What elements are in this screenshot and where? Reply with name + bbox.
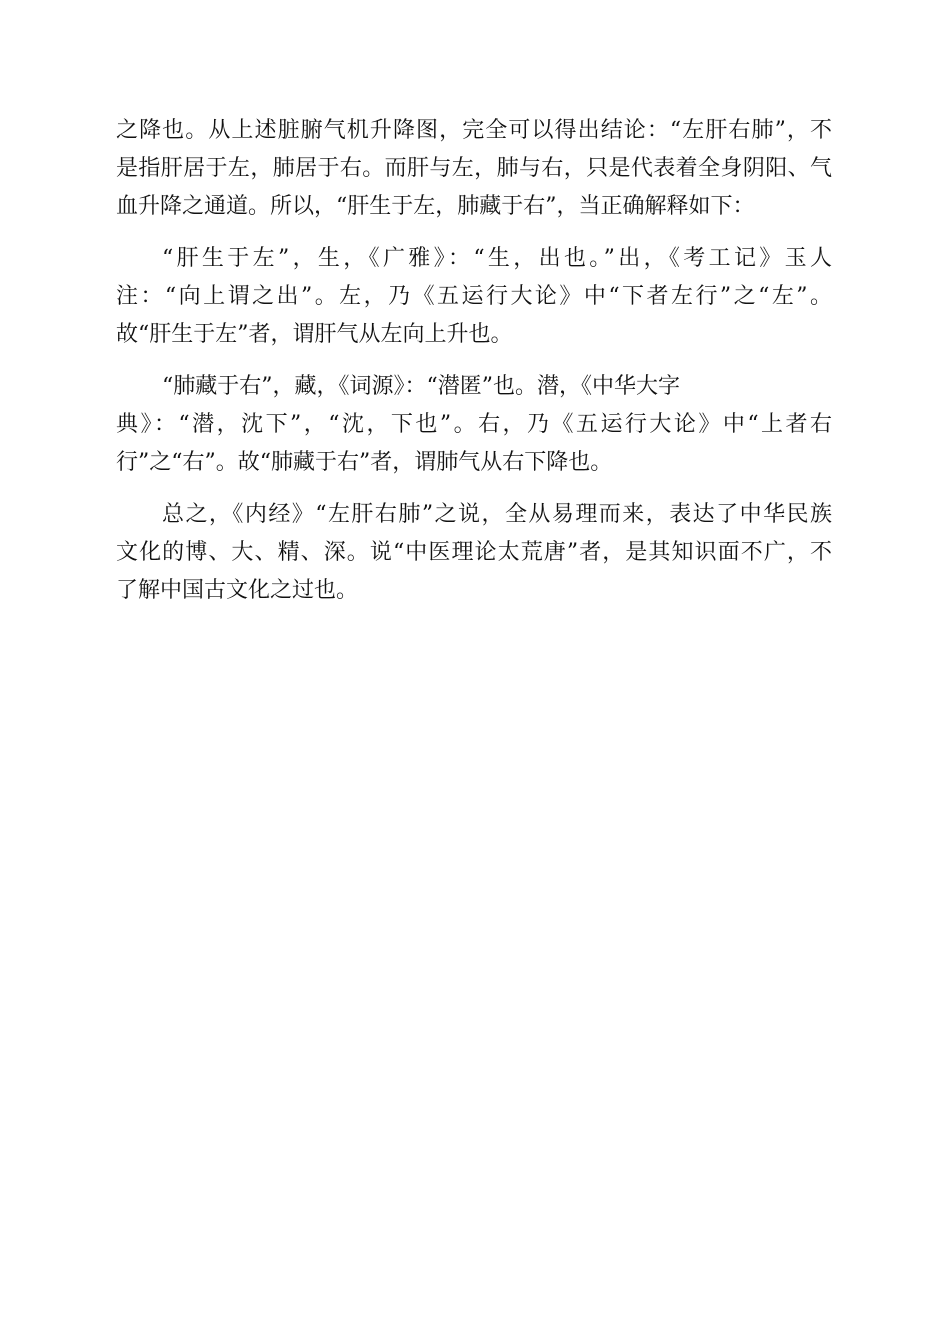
document-body — [116, 112, 832, 624]
paragraph-4 — [116, 496, 832, 610]
text-line: 总之，《内经》“左肝右肺”之说，全从易理而来，表达了中华民族 — [162, 502, 832, 527]
text-line: 了解中国古文化之过也。 — [116, 578, 359, 603]
text-line: 故“肝生于左”者，谓肝气从左向上升也。 — [116, 322, 513, 347]
paragraph-2 — [116, 240, 832, 354]
text-line: 典》：“潜，沈下”，“沈，下也”。右，乃《五运行大论》中“上者右 — [116, 412, 832, 437]
text-line: 血升降之通道。所以，“肝生于左，肺藏于右”，当正确解释如下： — [116, 194, 755, 219]
text-line: 行”之“右”。故“肺藏于右”者，谓肺气从右下降也。 — [116, 450, 613, 475]
text-line: 文化的博、大、精、深。说“中医理论太荒唐”者，是其知识面不广，不 — [116, 540, 832, 565]
text-line: 是指肝居于左，肺居于右。而肝与左，肺与右，只是代表着全身阴阳、气 — [116, 156, 832, 181]
text-line: 之降也。从上述脏腑气机升降图，完全可以得出结论：“左肝右肺”，不 — [116, 118, 832, 143]
paragraph-3 — [116, 368, 832, 482]
text-line: 注：“向上谓之出”。左，乃《五运行大论》中“下者左行”之“左”。 — [116, 284, 832, 309]
paragraph-1 — [116, 112, 832, 226]
text-line: “肺藏于右”，藏，《词源》：“潜匿”也。潜，《中华大字 — [162, 374, 680, 399]
text-line: “肝生于左”，生，《广雅》：“生，出也。”出，《考工记》玉人 — [162, 246, 832, 271]
